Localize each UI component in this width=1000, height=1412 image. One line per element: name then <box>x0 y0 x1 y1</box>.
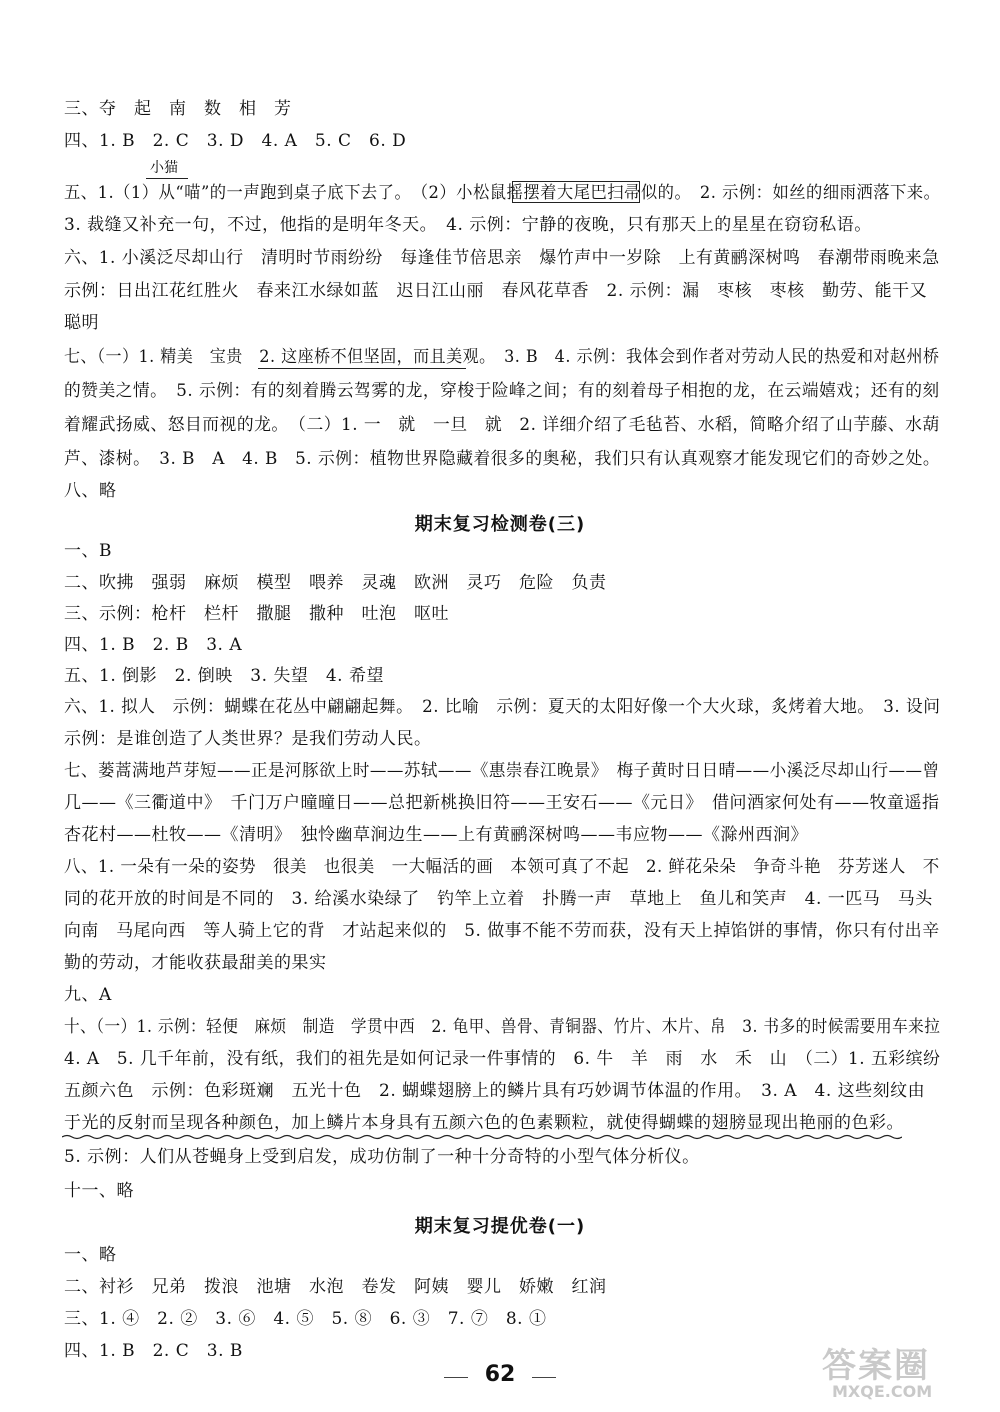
answer-line: 示例：日出江花红胜火 春来江水绿如蓝 迟日江山丽 春风花草香 2. 示例：漏 枣核 枣核 勤劳、能干又 <box>64 281 928 301</box>
answer-line: 六、1. 拟人 示例：蝴蝶在花丛中翩翩起舞。 2. 比喻 示例：夏天的太阳好像一个大火球，炙烤着大地。 3. 设问 <box>64 697 941 717</box>
section-heading: 期末复习检测卷(三) <box>414 514 586 535</box>
answer-line: 七、（一）1. 精美 宝贵 2. 这座桥不但坚固，而且美观。 3. B 4. 示例：我体会到作者对劳动人民的热爱和对赵州桥 <box>64 347 940 367</box>
answer-line: 3. 裁缝又补充一句，不过，他指的是明年冬天。 4. 示例：宁静的夜晚，只有那天上的星星在窃窃私语。 <box>64 215 872 235</box>
answer-line: 二、衬衫 兄弟 拨浪 池塘 水泡 卷发 阿姨 婴儿 娇嫩 红润 <box>64 1277 607 1297</box>
answer-line: 七、蒌蒿满地芦芽短——正是河豚欲上时——苏轼——《惠崇春江晚景》 梅子黄时日日晴——小溪泛尽却山行——曾 <box>64 761 940 781</box>
answer-line: 着耀武扬威、怒目而视的龙。 （二）1. 一 就 一旦 就 2. 详细介绍了毛毡苔、水稻，简略介绍了山芋藤、水葫 <box>64 415 940 435</box>
answer-line: 5. 示例：人们从苍蝇身上受到启发，成功仿制了一种十分奇特的小型气体分析仪。 <box>64 1147 700 1167</box>
answer-line: 五、1. 倒影 2. 倒映 3. 失望 4. 希望 <box>64 666 384 686</box>
answer-line: 聪明 <box>64 313 99 333</box>
answer-line: 四、1. B 2. C 3. D 4. A 5. C 6. D <box>64 131 407 151</box>
answer-line: 向南 马尾向西 等人骑上它的背 才站起来似的 5. 做事不能不劳而获，没有天上掉馅饼的事情，你只有付出辛 <box>64 921 940 941</box>
answer-line: 五、1.（1）从“喵”的一声跑到桌子底下去了。 （2）小松鼠摇摆着大尾巴扫帚似的。 2. 示例：如丝的细雨洒落下来。 <box>64 183 941 203</box>
answer-line: 杏花村——杜牧——《清明》 独怜幽草涧边生——上有黄鹂深树鸣——韦应物——《滁州西涧》 <box>64 825 808 845</box>
answer-line: 四、1. B 2. B 3. A <box>64 635 243 655</box>
answer-underline <box>258 368 466 369</box>
watermark-url: MXQE.COM <box>832 1382 933 1401</box>
answer-line: 一、B <box>64 541 112 561</box>
section-heading: 期末复习提优卷(一) <box>414 1216 586 1237</box>
answer-line: 勤的劳动，才能收获最甜美的果实 <box>64 953 327 973</box>
answer-line: 几——《三衢道中》 千门万户曈曈日——总把新桃换旧符——王安石——《元日》 借问酒家何处有——牧童遥指 <box>64 793 940 813</box>
answer-line: 于光的反射而呈现各种颜色，加上鳞片本身具有五颜六色的色素颗粒，就使得蝴蝶的翅膀显现出艳丽的色彩。 <box>64 1113 904 1133</box>
answer-line: 十、（一）1. 示例：轻便 麻烦 制造 学贯中西 2. 龟甲、兽骨、青铜器、竹片、木片、帛 3. 书多的时候需要用车来拉 <box>64 1017 941 1037</box>
answer-line: 五颜六色 示例：色彩斑斓 五光十色 2. 蝴蝶翅膀上的鳞片具有巧妙调节体温的作用。 3. A 4. 这些刻纹由 <box>64 1081 926 1101</box>
watermark-logo-text: 答案圈 <box>822 1346 930 1386</box>
answer-line: 4. A 5. 几千年前，没有纸，我们的祖先是如何记录一件事情的 6. 牛 羊 雨 水 禾 山 （二）1. 五彩缤纷 <box>64 1049 941 1069</box>
answer-line: 同的花开放的时间是不同的 3. 给溪水染绿了 钓竿上立着 扑腾一声 草地上 鱼儿和笑声 4. 一匹马 马头 <box>64 889 933 909</box>
answer-line: 八、1. 一朵有一朵的姿势 很美 也很美 一大幅活的画 本领可真了不起 2. 鲜花朵朵 争奇斗艳 芬芳迷人 不 <box>64 857 940 877</box>
answer-line: 三、示例：枪杆 栏杆 撒腿 撒种 吐泡 呕吐 <box>64 604 449 624</box>
watermark-logo <box>822 1338 982 1404</box>
answer-line: 一、略 <box>64 1245 117 1265</box>
annotation-underline <box>146 178 188 179</box>
page-number: 62 <box>484 1362 516 1387</box>
page-number-dash-right <box>532 1377 556 1378</box>
answer-line: 三、夺 起 南 数 相 芳 <box>64 99 292 119</box>
correction-box <box>512 181 640 203</box>
answer-line: 九、A <box>64 985 112 1005</box>
answer-line: 芦、漆树。 3. B A 4. B 5. 示例：植物世界隐藏着很多的奥秘，我们只有认真观察才能发现它们的奇妙之处。 <box>64 449 941 469</box>
answer-line: 四、1. B 2. C 3. B <box>64 1341 243 1361</box>
handwritten-annotation: 小猫 <box>150 160 178 176</box>
answer-line: 十一、略 <box>64 1181 134 1201</box>
answer-line: 三、1. ④ 2. ② 3. ⑥ 4. ⑤ 5. ⑧ 6. ③ 7. ⑦ 8. ① <box>64 1309 547 1329</box>
answer-line: 二、吹拂 强弱 麻烦 模型 喂养 灵魂 欧洲 灵巧 危险 负责 <box>64 573 607 593</box>
answer-line: 六、1. 小溪泛尽却山行 清明时节雨纷纷 每逢佳节倍思亲 爆竹声中一岁除 上有黄鹂深树鸣 春潮带雨晚来急 <box>64 248 940 268</box>
answer-line: 的赞美之情。 5. 示例：有的刻着腾云驾雾的龙，穿梭于险峰之间；有的刻着母子相抱的龙，在云端嬉戏；还有的刻 <box>64 381 940 401</box>
wavy-underline <box>62 1134 902 1140</box>
answer-line: 八、略 <box>64 481 117 501</box>
answer-line: 示例：是谁创造了人类世界？是我们劳动人民。 <box>64 729 432 749</box>
